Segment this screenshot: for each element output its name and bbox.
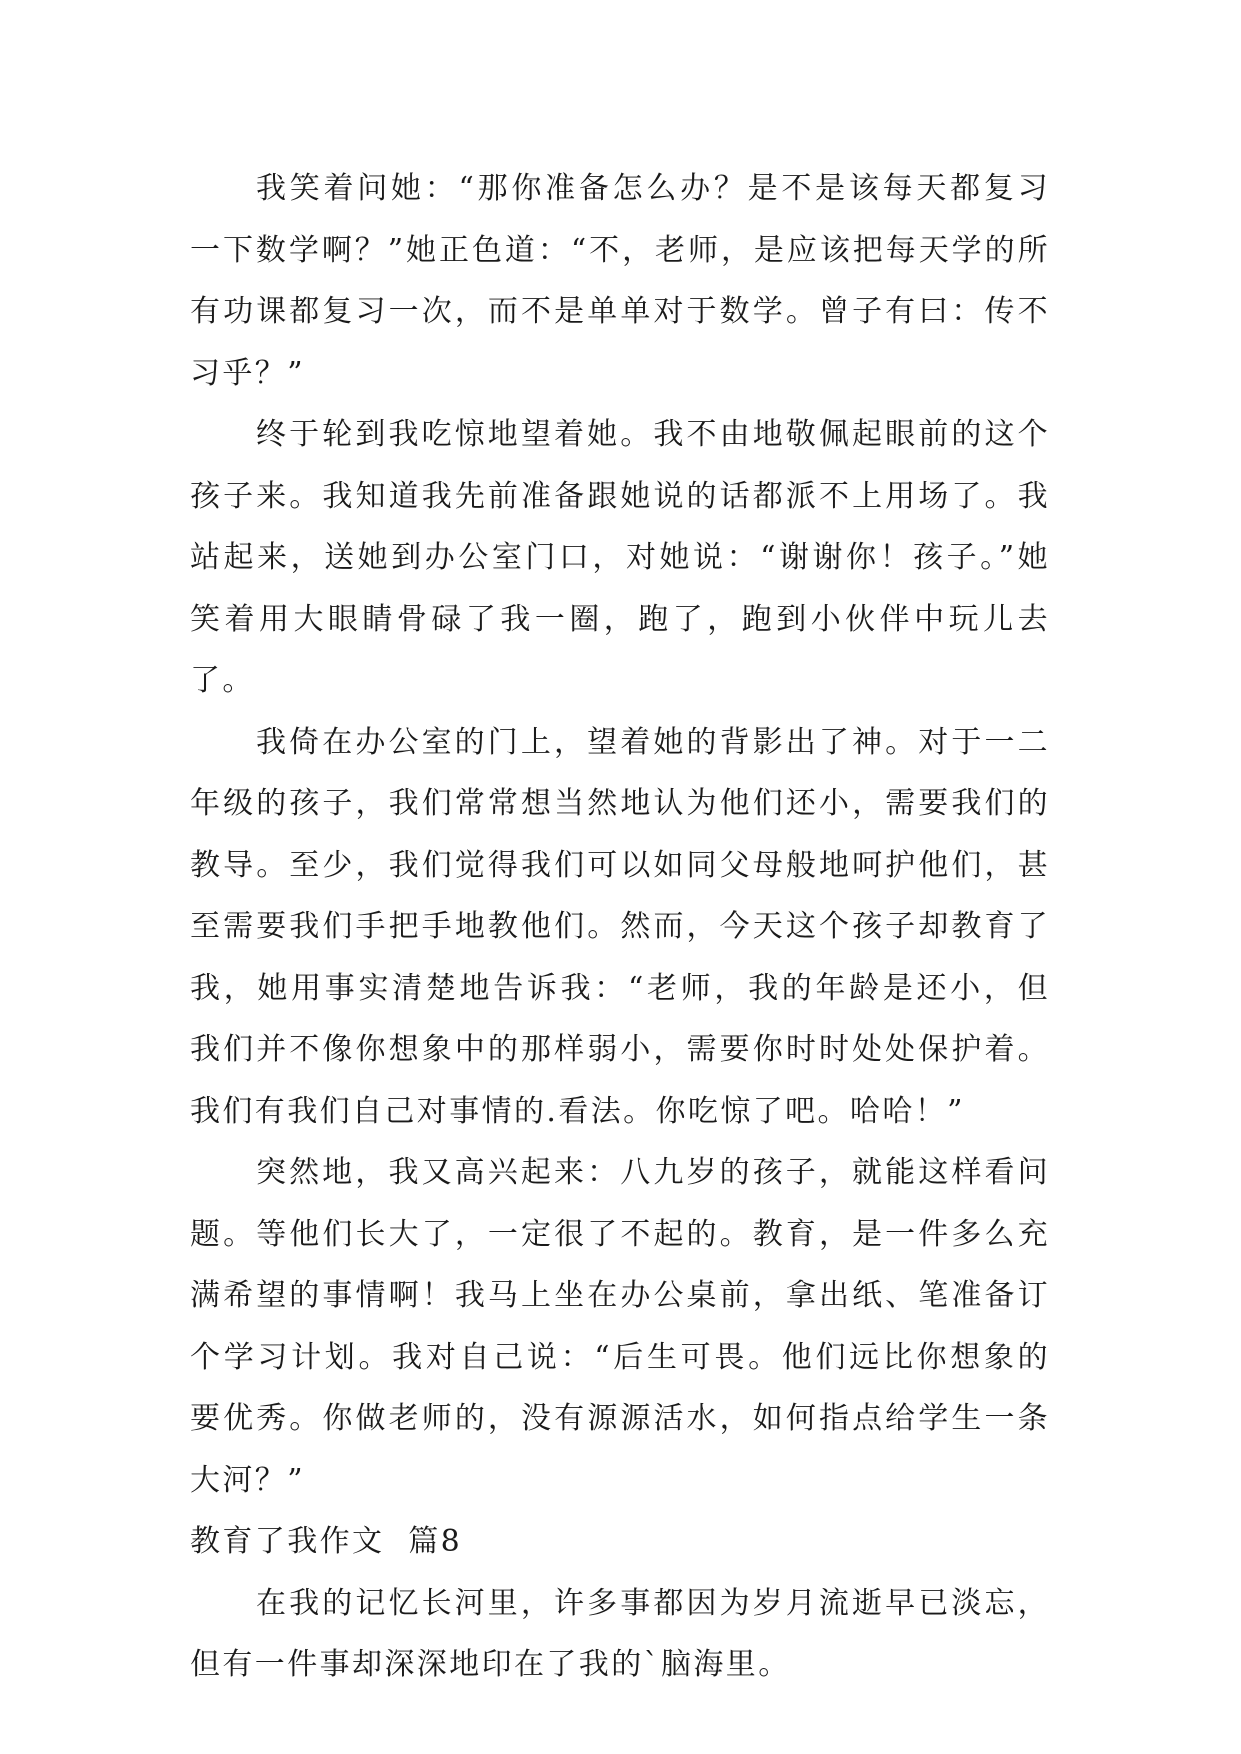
section-heading: 教育了我作文 篇8: [190, 1524, 463, 1559]
paragraph: 我倚在办公室的门上，望着她的背影出了神。对于一二年级的孩子，我们常常想当然地认为他们还小，需要我们的教导。至少，我们觉得我们可以如同父母般地呵护他们，甚至需要我们手把手地教他们。然而，今天这个孩子却教育了我，她用事实清楚地告诉我：“老师，我的年龄是还小，但我们并不像你想象中的那样弱小，需要你时时处处保护着。我们有我们自己对事情的.看法。你吃惊了吧。哈哈！”: [190, 724, 1050, 1129]
paragraph: 突然地，我又高兴起来：八九岁的孩子，就能这样看问题。等他们长大了，一定很了不起的。教育，是一件多么充满希望的事情啊！我马上坐在办公桌前，拿出纸、笔准备订个学习计划。我对自己说：“后生可畏。他们远比你想象的要优秀。你做老师的，没有源源活水，如何指点给学生一条大河？”: [190, 1155, 1050, 1498]
paragraph: 在我的记忆长河里，许多事都因为岁月流逝早已淡忘，但有一件事却深深地印在了我的`脑海里。: [190, 1585, 1050, 1682]
document-body: [190, 158, 1050, 1696]
paragraph: 我笑着问她：“那你准备怎么办？是不是该每天都复习一下数学啊？”她正色道：“不，老师，是应该把每天学的所有功课都复习一次，而不是单单对于数学。曾子有曰：传不习乎？”: [190, 171, 1050, 391]
paragraph: 终于轮到我吃惊地望着她。我不由地敬佩起眼前的这个孩子来。我知道我先前准备跟她说的话都派不上用场了。我站起来，送她到办公室门口，对她说：“谢谢你！孩子。”她笑着用大眼睛骨碌了我一圈，跑了，跑到小伙伴中玩儿去了。: [190, 417, 1050, 698]
